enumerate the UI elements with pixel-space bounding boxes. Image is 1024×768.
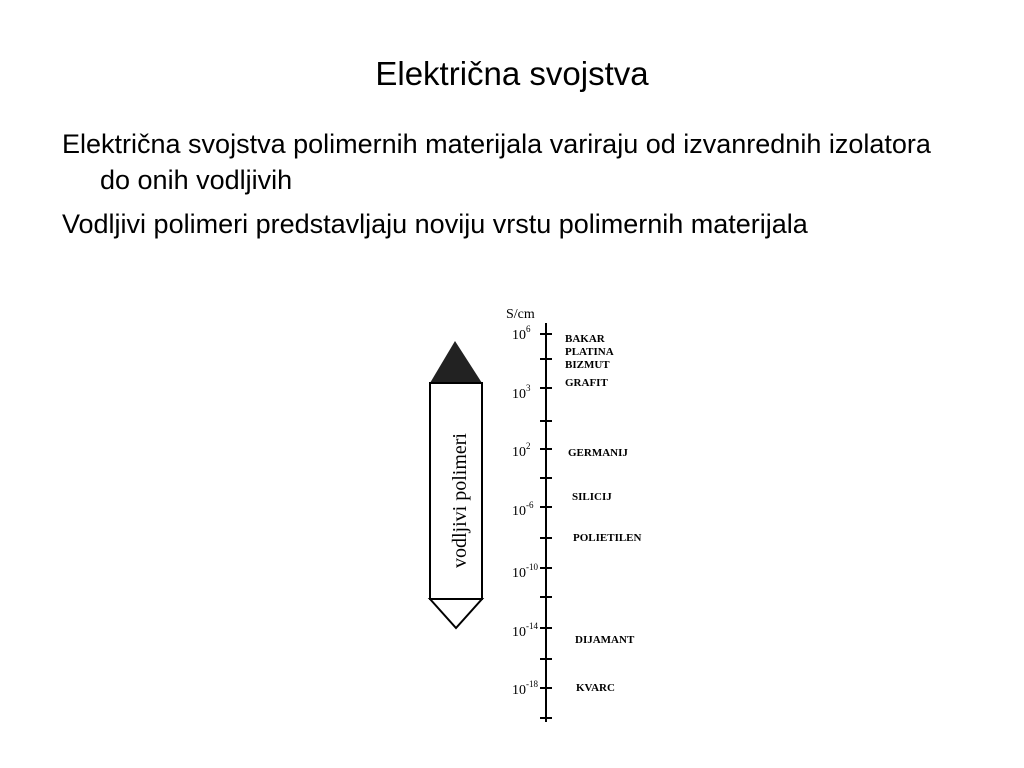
material-label: PLATINA [565, 346, 614, 358]
material-label: BIZMUT [565, 359, 610, 371]
arrow-label: vodljivi polimeri [449, 433, 471, 568]
material-labels [565, 333, 642, 694]
arrow-head-top [430, 341, 482, 383]
conductivity-arrow [430, 341, 482, 628]
scale-label: $10^3$ [512, 383, 531, 402]
scale-label: $10^{-6}$ [512, 500, 534, 519]
material-label: KVARC [576, 682, 615, 694]
scale-label: $10^2$ [512, 441, 531, 460]
material-label: GRAFIT [565, 377, 608, 389]
scale-labels [512, 324, 538, 698]
bullet-item-1: Električna svojstva polimernih materijala variraju od izvanrednih izolatora do onih vodljivih [62, 129, 931, 195]
material-label: SILICIJ [572, 491, 612, 503]
slide-title: Električna svojstva [375, 55, 649, 92]
scale-label: $10^{-10}$ [512, 562, 538, 581]
scale-label: $10^6$ [512, 324, 531, 343]
material-label: POLIETILEN [573, 532, 642, 544]
scale-label: $10^{-18}$ [512, 679, 538, 698]
material-label: BAKAR [565, 333, 605, 345]
arrow-head-bottom [430, 599, 482, 628]
bullet-item-2: Vodljivi polimeri predstavljaju noviju vrstu polimernih materijala [62, 209, 808, 239]
unit-label: S/cm [506, 307, 535, 322]
material-label: DIJAMANT [575, 634, 635, 646]
material-label: GERMANIJ [568, 447, 628, 459]
scale-label: $10^{-14}$ [512, 621, 538, 640]
